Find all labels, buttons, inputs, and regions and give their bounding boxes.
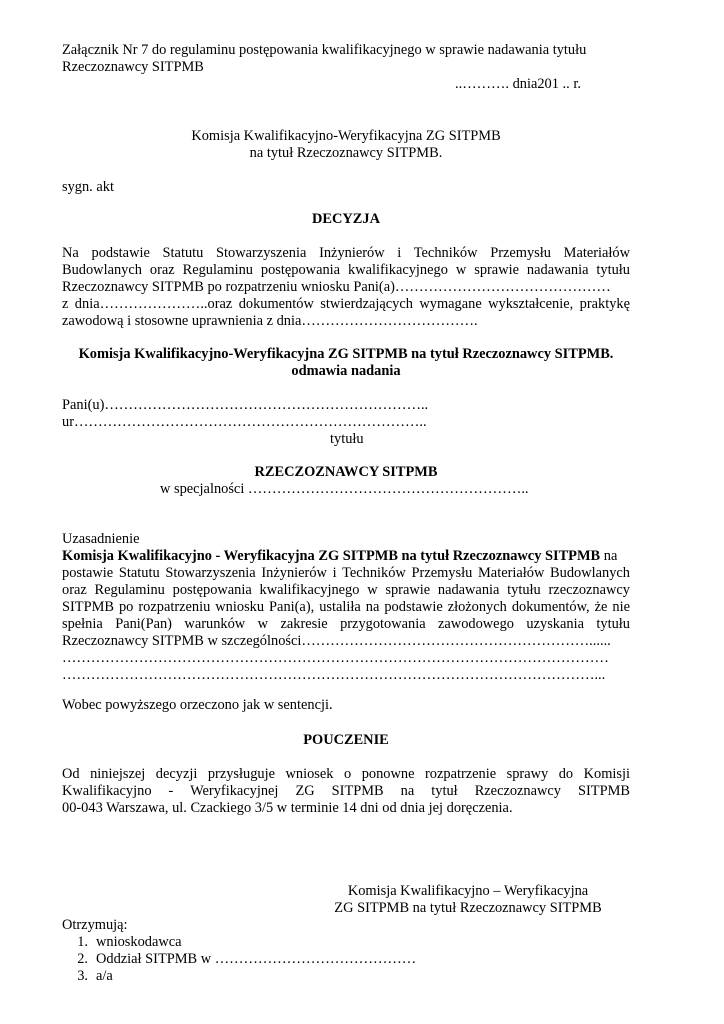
attachment-header: [62, 42, 630, 76]
recipients-block: [62, 917, 630, 985]
attachment-line-2: Rzeczoznawcy SITPMB: [62, 59, 204, 75]
list-item-label: a/a: [96, 968, 113, 984]
signature-line-1: Komisja Kwalifikacyjno – Weryfikacyjna: [347, 883, 589, 899]
title-word: tytułu: [330, 431, 364, 447]
issuer-line-2: na tytuł Rzeczoznawcy SITPMB.: [249, 145, 443, 161]
signature-block: [326, 883, 610, 917]
basis-line-1: Na podstawie Statutu Stowarzyszenia Inżynierów i Techników Przemysłu Materiałów: [62, 245, 630, 261]
basis-line-3: Rzeczoznawcy SITPMB po rozpatrzeniu wniosku Pani(a)………………………………………: [62, 279, 611, 295]
committee-decision-line-1: Komisja Kwalifikacyjno-Weryfikacyjna ZG SITPMB na tytuł Rzeczoznawcy SITPMB.: [78, 346, 614, 362]
specialty-line: w specjalności …………………………………………………..: [160, 481, 529, 497]
case-signature: sygn. akt: [62, 179, 114, 195]
instruction-paragraph: [62, 766, 630, 817]
instruction-line-1: Od niniejszej decyzji przysługuje wniosek o ponowne rozpatrzenie sprawy do Komisji: [62, 766, 630, 782]
basis-line-4: z dnia…………………..oraz dokumentów stwierdzających wymagane wykształcenie, praktykę: [62, 296, 630, 312]
justification-heading: Uzasadnienie: [62, 531, 140, 547]
person-birth-line: ur………………………………………………………………..: [62, 414, 427, 430]
justification-line-2: postawie Statutu Stowarzyszenia Inżynierów i Techników Przemysłu Materiałów Budowlanych: [62, 565, 630, 581]
person-block: [62, 397, 630, 431]
list-item-number: 1.: [77, 934, 88, 950]
committee-decision-line-2: odmawia nadania: [291, 363, 401, 379]
signature-line-2: ZG SITPMB na tytuł Rzeczoznawcy SITPMB: [334, 900, 602, 916]
basis-line-5: zawodową i stosowne uprawnienia z dnia……………………………….: [62, 313, 478, 329]
list-item-number: 3.: [77, 968, 88, 984]
justification-block: [62, 531, 630, 684]
issuer-line-1: Komisja Kwalifikacyjno-Weryfikacyjna ZG SITPMB: [191, 128, 501, 144]
list-item-label: wnioskodawca: [96, 934, 182, 950]
rank-name: RZECZOZNAWCY SITPMB: [254, 464, 438, 480]
instruction-line-2: Kwalifikacyjno - Weryfikacyjnej ZG SITPMB na tytuł Rzeczoznawcy SITPMB: [62, 783, 630, 799]
list-item-number: 2.: [77, 951, 88, 967]
list-item: [62, 968, 630, 985]
person-name-line: Pani(u)…………………………………………………………..: [62, 397, 429, 413]
committee-decision: [62, 346, 630, 380]
date-line: ..………. dnia201 .. r.: [455, 76, 581, 92]
justification-line-5: spełnia Pani(Pan) warunków w zakresie przygotowania zawodowego uzyskania tytułu: [62, 616, 630, 632]
justification-line-7: ……………………………………………………………………………………………………: [62, 650, 609, 666]
attachment-line-1: Załącznik Nr 7 do regulaminu postępowania kwalifikacyjnego w sprawie nadawania tytułu: [62, 42, 587, 58]
justification-line-3: oraz Regulaminu postępowania kwalifikacyjnego w sprawie nadawania tytułu rzeczoznawcy: [62, 582, 630, 598]
conclusion: Wobec powyższego orzeczono jak w sentencji.: [62, 697, 333, 713]
justification-line-4: SITPMB po rozpatrzeniu wniosku Pani(a), ustaliła na podstawie złożonych dokumentów, że nie: [62, 599, 630, 615]
basis-line-2: Budowlanych oraz Regulaminu postępowania kwalifikacyjnego w sprawie nadawania tytułu: [62, 262, 630, 278]
justification-line-1: [62, 548, 630, 565]
justification-bold-lead: Komisja Kwalifikacyjno - Weryfikacyjna ZG SITPMB na tytuł Rzeczoznawcy SITPMB: [62, 548, 601, 564]
basis-paragraph: [62, 245, 630, 330]
justification-line-6: Rzeczoznawcy SITPMB w szczególności……………………………………………………......: [62, 633, 611, 649]
list-item-label: Oddział SITPMB w ……………………………………: [96, 951, 417, 967]
list-item: [62, 934, 630, 951]
justification-line-8: …………………………………………………………………………………………………...: [62, 667, 606, 683]
issuer-block: [62, 128, 630, 162]
document-title: DECYZJA: [312, 211, 380, 227]
instruction-heading: POUCZENIE: [303, 732, 389, 748]
recipients-heading: Otrzymują:: [62, 917, 128, 933]
instruction-line-3: 00-043 Warszawa, ul. Czackiego 3/5 w terminie 14 dni od dnia jej doręczenia.: [62, 800, 513, 816]
recipients-list: [62, 934, 630, 985]
justification-bold-tail: na: [600, 548, 618, 564]
list-item: [62, 951, 630, 968]
